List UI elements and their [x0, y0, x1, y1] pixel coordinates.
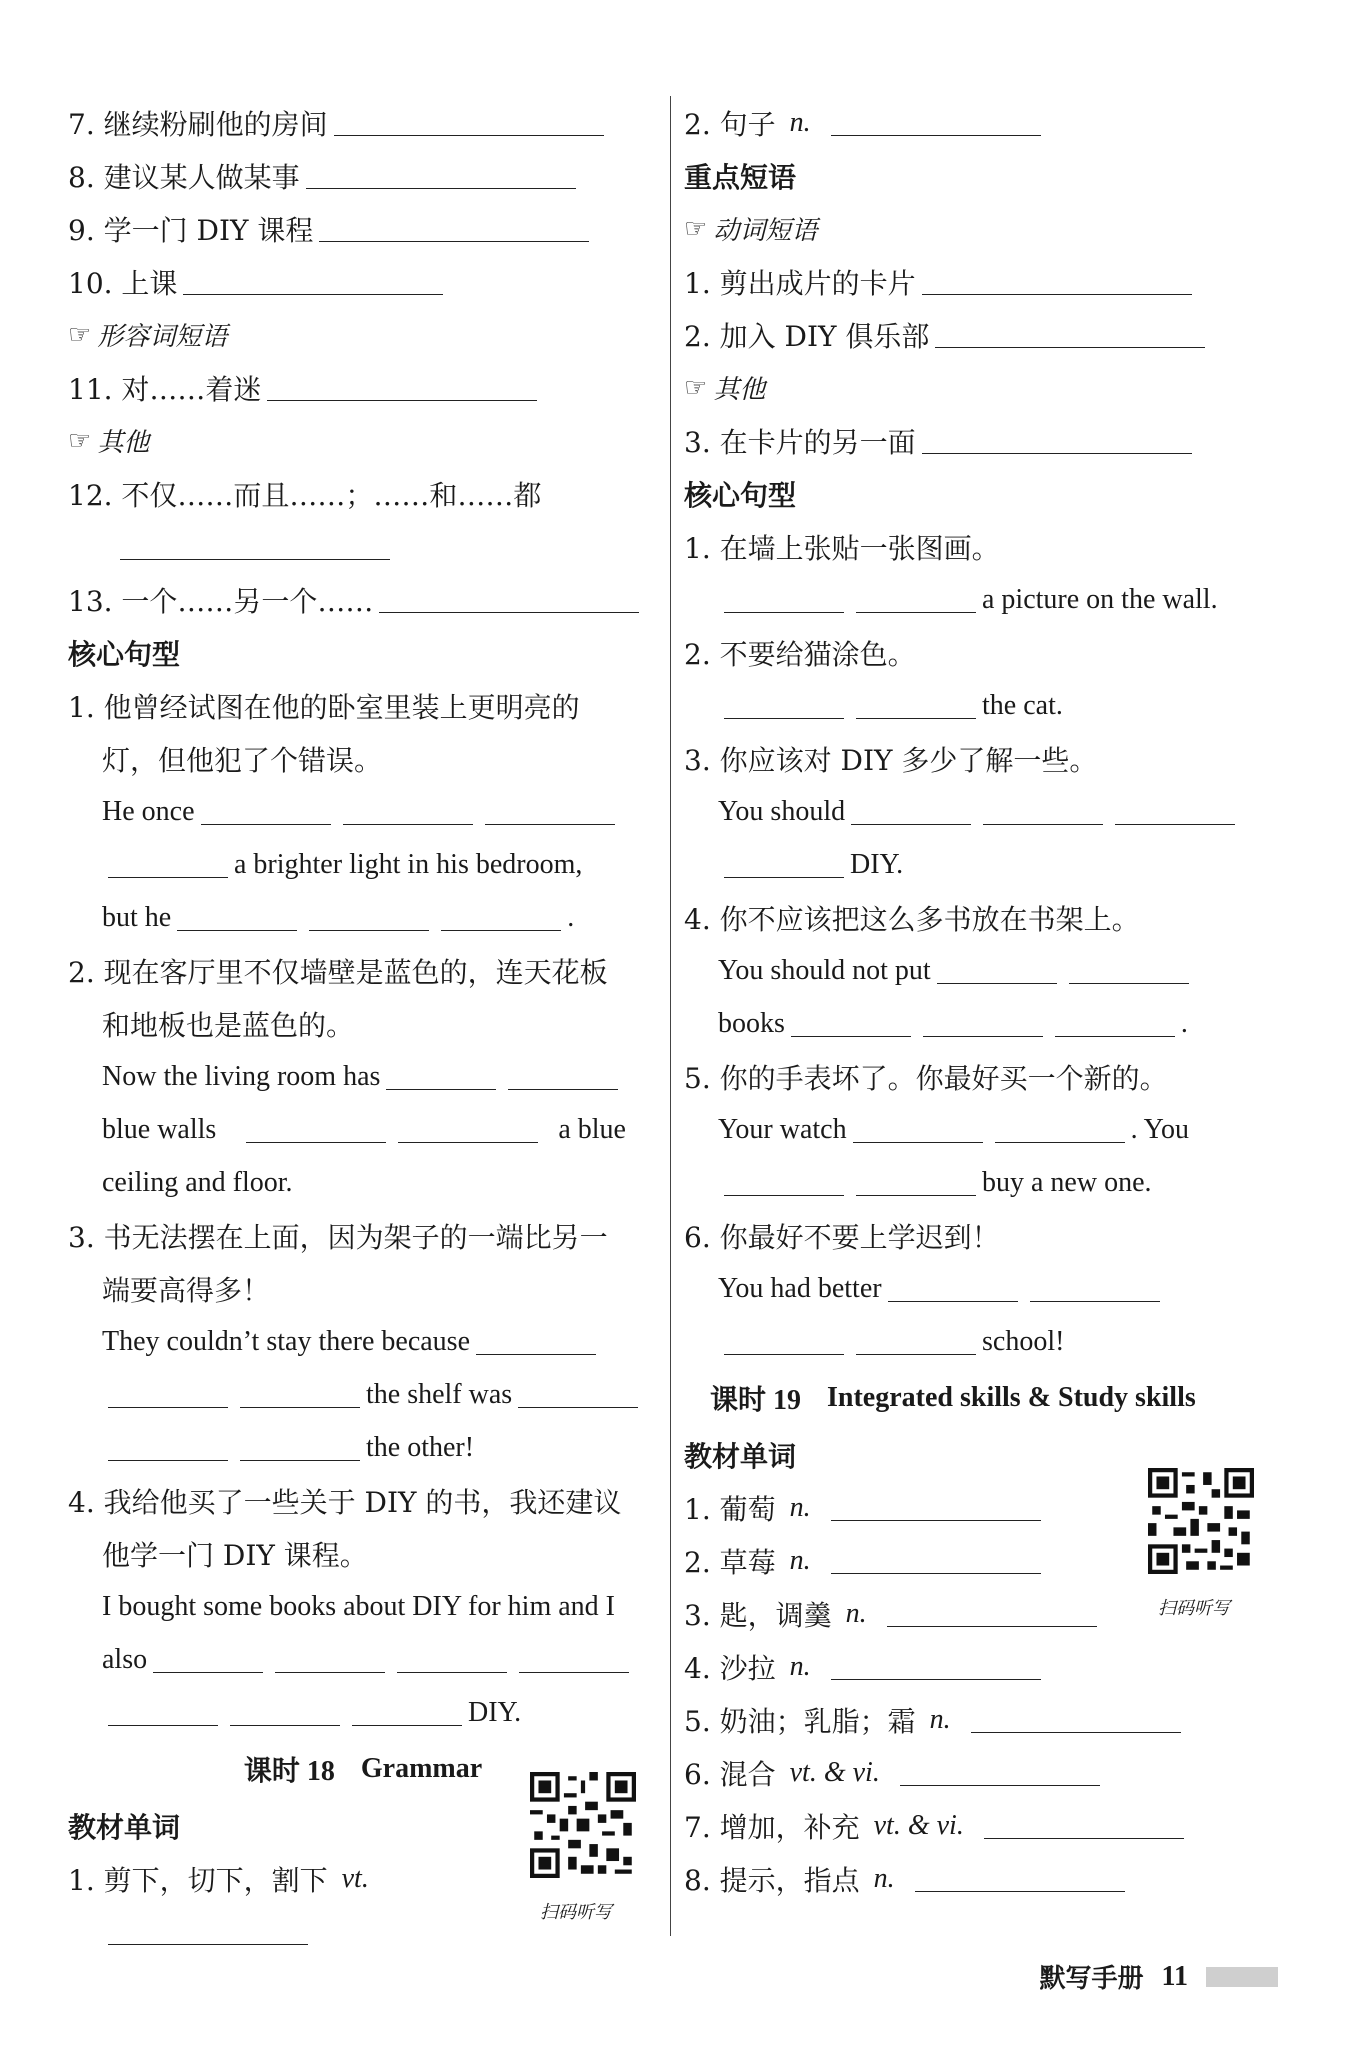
vocab-1: 1. 葡萄 n.: [684, 1481, 1284, 1534]
sentence-2-english-2: blue walls a blue: [102, 1113, 626, 1145]
answer-blank[interactable]: [230, 1699, 340, 1726]
core-2-chinese: 2. 不要给猫涂色。: [684, 637, 916, 671]
answer-blank[interactable]: [922, 427, 1192, 454]
phrase-1: 1. 剪出成片的卡片: [684, 255, 1284, 308]
phrase-3: 3. 在卡片的另一面: [684, 414, 1284, 467]
answer-blank[interactable]: [177, 904, 297, 931]
answer-blank[interactable]: [306, 162, 576, 189]
vocab-6: 6. 混合 vt. & vi.: [684, 1746, 1284, 1799]
answer-blank[interactable]: [888, 1275, 1018, 1302]
answer-blank[interactable]: [476, 1328, 596, 1355]
answer-blank[interactable]: [319, 215, 589, 242]
phrase-11: 11. 对……着迷: [68, 361, 658, 414]
answer-blank[interactable]: [856, 692, 976, 719]
core-6-english-2: school!: [684, 1315, 1284, 1368]
answer-blank[interactable]: [508, 1063, 618, 1090]
answer-blank[interactable]: [386, 1063, 496, 1090]
answer-blank[interactable]: [856, 586, 976, 613]
adjective-phrases-subheading: ☞ 形容词短语: [68, 319, 228, 352]
core-5-english-1: Your watch . You: [718, 1113, 1189, 1145]
pointing-hand-icon: ☞: [684, 213, 708, 244]
answer-blank[interactable]: [922, 268, 1192, 295]
answer-blank[interactable]: [971, 1706, 1181, 1733]
page-number: 11: [1161, 1960, 1188, 1992]
phrase-2: 2. 加入 DIY 俱乐部: [684, 308, 1284, 361]
answer-blank[interactable]: [267, 374, 537, 401]
sentence-1-english-1: He once: [68, 785, 658, 838]
sentence-4-chinese: 4. 我给他买了一些关于 DIY 的书，我还建议: [68, 1485, 622, 1519]
answer-blank[interactable]: [724, 586, 844, 613]
booklet-title: 默写手册: [1039, 1964, 1144, 1994]
answer-blank[interactable]: [519, 1646, 629, 1673]
answer-blank[interactable]: [441, 904, 561, 931]
answer-blank[interactable]: [108, 1381, 228, 1408]
answer-blank[interactable]: [831, 1494, 1041, 1521]
sentence-3-chinese: 3. 书无法摆在上面，因为架子的一端比另一: [68, 1220, 608, 1254]
core-1-english: a picture on the wall.: [684, 573, 1284, 626]
answer-blank[interactable]: [791, 1010, 911, 1037]
answer-blank[interactable]: [724, 692, 844, 719]
phrase-12-answer: [68, 520, 658, 573]
core-4-chinese: 4. 你不应该把这么多书放在书架上。: [684, 902, 1140, 936]
qr-code-icon[interactable]: [1148, 1468, 1254, 1574]
core-6-english-1: You had better: [684, 1262, 1284, 1315]
answer-blank[interactable]: [352, 1699, 462, 1726]
column-divider: [670, 96, 671, 1936]
sentence-1-english-2: a brighter light in his bedroom,: [68, 838, 658, 891]
core-6-chinese: 6. 你最好不要上学迟到！: [684, 1220, 1000, 1254]
answer-blank[interactable]: [397, 1646, 507, 1673]
answer-blank[interactable]: [851, 798, 971, 825]
answer-blank[interactable]: [379, 586, 639, 613]
sentence-3-english-1: They couldn’t stay there because: [68, 1315, 658, 1368]
answer-blank[interactable]: [153, 1646, 263, 1673]
core-4-english-2: books .: [718, 1007, 1188, 1039]
sentence-3-english-2: the shelf was: [68, 1368, 658, 1421]
other-subheading: ☞ 其他: [68, 425, 150, 458]
answer-blank[interactable]: [120, 533, 390, 560]
answer-blank[interactable]: [887, 1600, 1097, 1627]
answer-blank[interactable]: [923, 1010, 1043, 1037]
phrase-7: 7. 继续粉刷他的房间: [68, 96, 658, 149]
answer-blank[interactable]: [1030, 1275, 1160, 1302]
word-1: 1. 剪下，切下，割下 vt.: [68, 1862, 369, 1897]
sentence-1-chinese: 1. 他曾经试图在他的卧室里装上更明亮的: [68, 690, 580, 724]
pointing-hand-icon: ☞: [684, 372, 708, 403]
answer-blank[interactable]: [485, 798, 615, 825]
answer-blank[interactable]: [831, 109, 1041, 136]
verb-phrases-subheading: ☞ 动词短语: [684, 213, 818, 246]
qr-caption: 扫码听写: [1158, 1598, 1230, 1619]
phrase-13: 13. 一个……另一个……: [68, 573, 658, 626]
sentence-2-english-1: Now the living room has: [68, 1050, 658, 1103]
core-3-chinese: 3. 你应该对 DIY 多少了解一些。: [684, 743, 1098, 777]
answer-blank[interactable]: [183, 268, 443, 295]
core-sentences-heading: 核心句型: [684, 478, 797, 512]
answer-blank[interactable]: [984, 1812, 1184, 1839]
answer-blank[interactable]: [983, 798, 1103, 825]
answer-blank[interactable]: [309, 904, 429, 931]
core-3-english-2: DIY.: [684, 838, 1284, 891]
answer-blank[interactable]: [246, 1116, 386, 1143]
answer-blank[interactable]: [856, 1328, 976, 1355]
qr-caption: 扫码听写: [540, 1902, 612, 1923]
answer-blank[interactable]: [724, 851, 844, 878]
answer-blank[interactable]: [1055, 1010, 1175, 1037]
phrase-12: 12. 不仅……而且……；……和……都: [68, 478, 542, 512]
lesson-18-title: 课时 18 Grammar: [243, 1753, 483, 1787]
vocab-4: 4. 沙拉 n.: [684, 1640, 1284, 1693]
pointing-hand-icon: ☞: [68, 319, 92, 350]
sentence-3-chinese-cont: 端要高得多！: [102, 1273, 271, 1307]
phrase-9: 9. 学一门 DIY 课程: [68, 202, 658, 255]
phrase-8: 8. 建议某人做某事: [68, 149, 658, 202]
answer-blank[interactable]: [108, 1918, 308, 1945]
qr-code-icon[interactable]: [530, 1772, 636, 1878]
key-phrases-heading: 重点短语: [684, 160, 797, 194]
answer-blank[interactable]: [900, 1759, 1100, 1786]
answer-blank[interactable]: [724, 1169, 844, 1196]
answer-blank[interactable]: [915, 1865, 1125, 1892]
left-column: [68, 96, 658, 1958]
answer-blank[interactable]: [201, 798, 331, 825]
pointing-hand-icon: ☞: [68, 425, 92, 456]
answer-blank[interactable]: [240, 1434, 360, 1461]
textbook-words-heading: 教材单词: [68, 1810, 181, 1844]
answer-blank[interactable]: [935, 321, 1205, 348]
answer-blank[interactable]: [108, 851, 228, 878]
phrase-10: 10. 上课: [68, 255, 658, 308]
core-sentences-heading: 核心句型: [68, 637, 181, 671]
sentence-4-english-3: DIY.: [68, 1686, 658, 1739]
page-footer: [1040, 1958, 1278, 1995]
answer-blank[interactable]: [831, 1547, 1041, 1574]
sentence-1-chinese-cont: 灯，但他犯了个错误。: [102, 743, 383, 777]
core-3-english-1: You should: [684, 785, 1284, 838]
sentence-2-chinese-cont: 和地板也是蓝色的。: [102, 1008, 355, 1042]
word-2: 2. 句子 n.: [684, 96, 1284, 149]
other-subheading: ☞ 其他: [684, 372, 766, 405]
sentence-4-english-2: also: [68, 1633, 658, 1686]
vocab-2: 2. 草莓 n.: [684, 1534, 1284, 1587]
vocab-7: 7. 增加，补充 vt. & vi.: [684, 1799, 1284, 1852]
core-5-chinese: 5. 你的手表坏了。你最好买一个新的。: [684, 1061, 1168, 1095]
answer-blank[interactable]: [937, 957, 1057, 984]
core-5-english-2: buy a new one.: [684, 1156, 1284, 1209]
answer-blank[interactable]: [1069, 957, 1189, 984]
sentence-2-chinese: 2. 现在客厅里不仅墙壁是蓝色的，连天花板: [68, 955, 608, 989]
answer-blank[interactable]: [334, 109, 604, 136]
answer-blank[interactable]: [831, 1653, 1041, 1680]
answer-blank[interactable]: [108, 1699, 218, 1726]
sentence-1-english-3: but he .: [102, 901, 575, 933]
answer-blank[interactable]: [856, 1169, 976, 1196]
answer-blank[interactable]: [518, 1381, 638, 1408]
answer-blank[interactable]: [995, 1116, 1125, 1143]
vocab-8: 8. 提示，指点 n.: [684, 1852, 1284, 1905]
textbook-words-heading: 教材单词: [684, 1439, 797, 1473]
vocab-5: 5. 奶油；乳脂；霜 n.: [684, 1693, 1284, 1746]
core-2-english: the cat.: [684, 679, 1284, 732]
vocab-3: 3. 匙，调羹 n.: [684, 1587, 1284, 1640]
sentence-4-chinese-cont: 他学一门 DIY 课程。: [102, 1538, 368, 1572]
answer-blank[interactable]: [398, 1116, 538, 1143]
sentence-2-english-3: ceiling and floor.: [102, 1166, 293, 1198]
footer-tab: [1206, 1967, 1278, 1987]
answer-blank[interactable]: [724, 1328, 844, 1355]
answer-blank[interactable]: [275, 1646, 385, 1673]
answer-blank[interactable]: [108, 1434, 228, 1461]
sentence-4-english-1: I bought some books about DIY for him and I: [102, 1590, 615, 1622]
answer-blank[interactable]: [343, 798, 473, 825]
lesson-19-title: 课时 19 Integrated skills & Study skills: [710, 1382, 1196, 1416]
answer-blank[interactable]: [853, 1116, 983, 1143]
core-4-english-1: You should not put: [684, 944, 1284, 997]
answer-blank[interactable]: [240, 1381, 360, 1408]
right-column: [684, 96, 1284, 1905]
core-1-chinese: 1. 在墙上张贴一张图画。: [684, 531, 1000, 565]
answer-blank[interactable]: [1115, 798, 1235, 825]
sentence-3-english-3: the other!: [68, 1421, 658, 1474]
